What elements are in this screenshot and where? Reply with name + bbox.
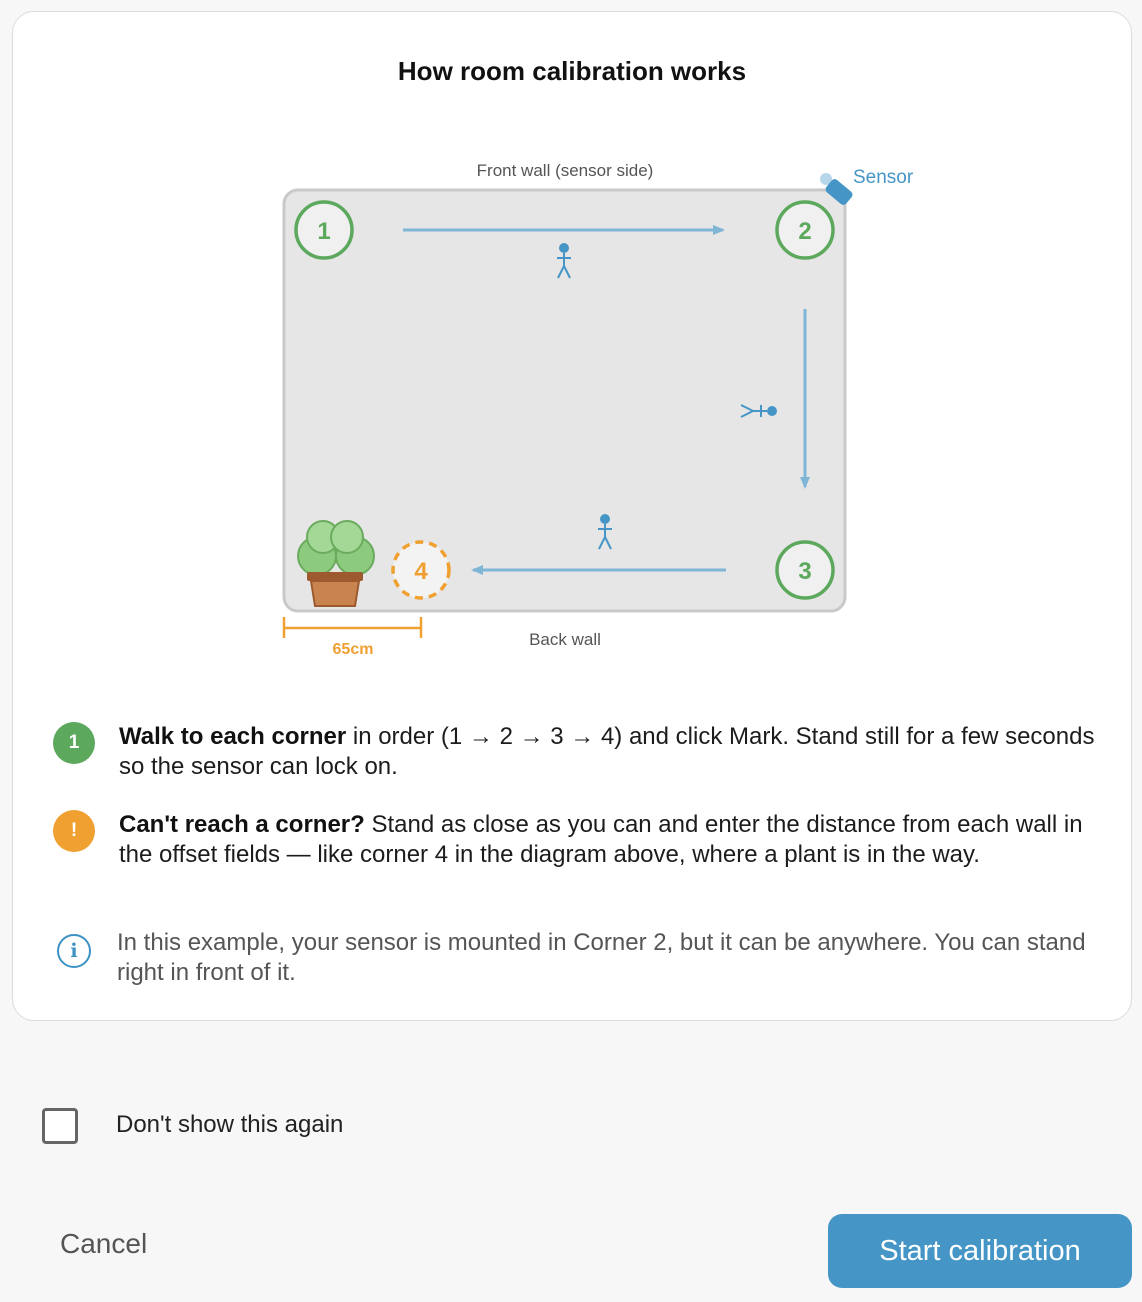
step-heading: Walk to each corner <box>119 723 347 750</box>
warning-icon: ! <box>53 810 95 852</box>
sensor-note <box>53 928 1103 988</box>
step-body: in order (1 → 2 → 3 → 4) and click Mark. Stand still for a few seconds so the sensor can lock on. <box>119 723 1095 780</box>
room-diagram <box>253 142 953 672</box>
step-heading: Can't reach a corner? <box>119 811 365 838</box>
step-walk-corners <box>53 722 1103 782</box>
note-text: In this example, your sensor is mounted in Corner 2, but it can be anywhere. You can stand right in front of it. <box>117 929 1086 986</box>
dialog-title: How room calibration works <box>397 56 747 86</box>
cancel-button[interactable]: Cancel <box>40 1222 167 1266</box>
front-wall-label: Front wall (sensor side) <box>476 161 654 180</box>
info-icon: i <box>57 934 91 968</box>
sensor-label: Sensor <box>853 167 914 188</box>
offset-label: 65cm <box>332 641 374 658</box>
back-wall-label: Back wall <box>529 630 601 649</box>
room-diagram-svg <box>253 142 953 672</box>
dont-show-checkbox[interactable] <box>42 1108 78 1144</box>
start-calibration-button[interactable]: Start calibration <box>828 1214 1132 1288</box>
step-cant-reach <box>53 810 1103 870</box>
step-description <box>119 722 1103 782</box>
offset-dimension <box>284 617 421 638</box>
dont-show-label[interactable]: Don't show this again <box>116 1111 344 1138</box>
calibration-info-card <box>12 11 1132 1021</box>
step-number-badge: 1 <box>53 722 95 764</box>
step-description <box>119 810 1103 870</box>
corner-1-label: 1 <box>317 218 331 245</box>
corner-2-label: 2 <box>798 218 812 245</box>
corner-3-label: 3 <box>798 558 812 585</box>
corner-4-label: 4 <box>414 558 428 585</box>
step-body: Stand as close as you can and enter the distance from each wall in the offset fields — like corner 4 in the diagram above, where a plant is in the way. <box>119 811 1083 868</box>
